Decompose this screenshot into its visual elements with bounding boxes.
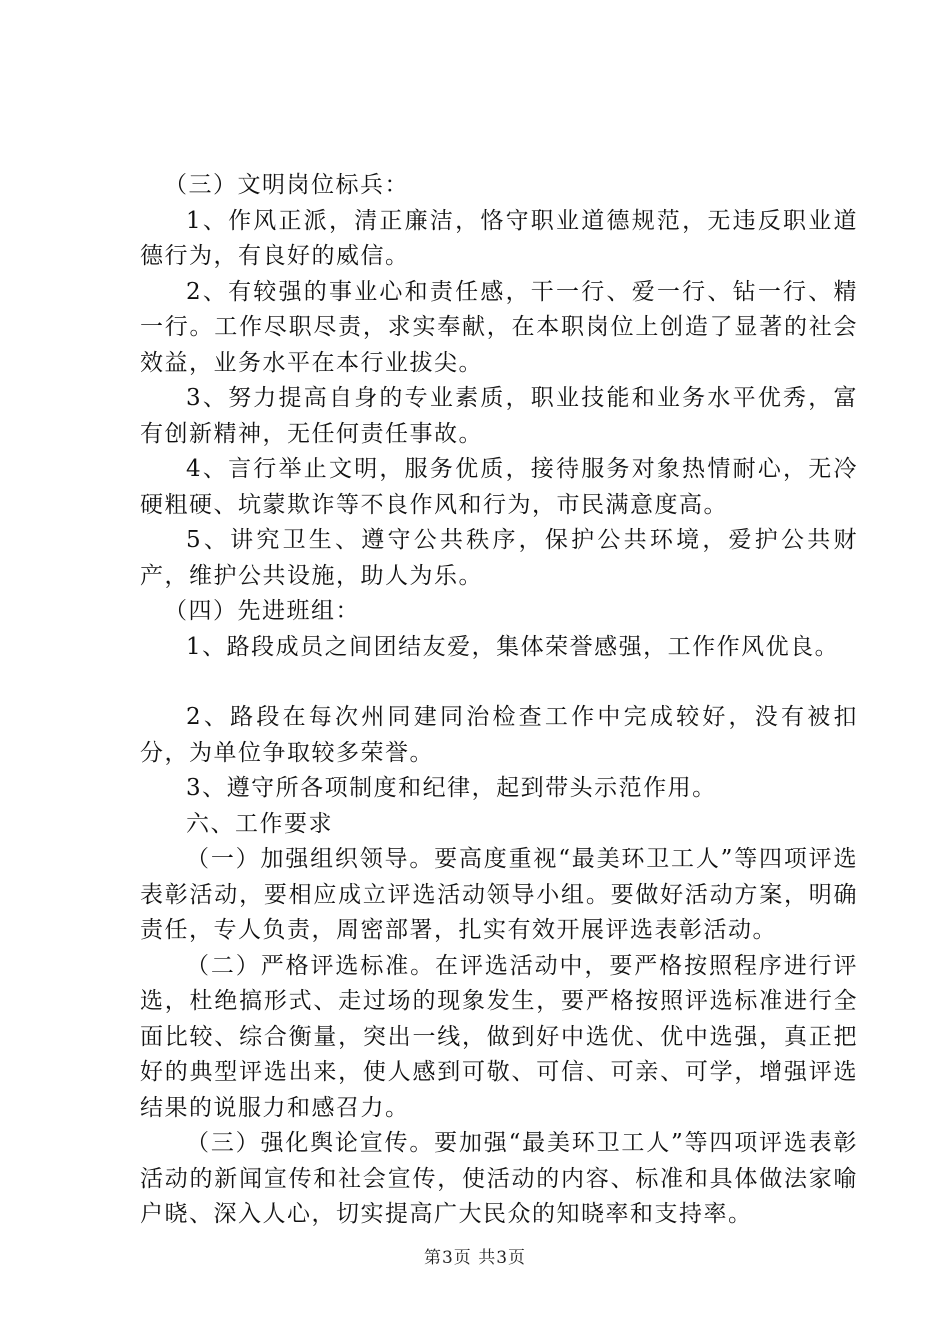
paragraph-spacer <box>140 665 858 700</box>
section-heading: （三）文明岗位标兵： <box>164 172 409 198</box>
body-paragraph: （三）强化舆论宣传。要加强“最美环卫工人”等四项评选表彰活动的新闻宣传和社会宣传，使活动的内容、标准和具体做法家喻户晓、深入人心，切实提高广大民众的知晓率和支持率。 <box>140 1130 858 1227</box>
body-paragraph: （二）严格评选标准。在评选活动中，要严格按照程序进行评选，杜绝搞形式、走过场的现象发生，要严格按照评选标准进行全面比较、综合衡量，突出一线，做到好中选优、优中选强，真正把好的典型评选出来，使人感到可敬、可信、可亲、可学，增强评选结果的说服力和感召力。 <box>140 952 858 1121</box>
list-item: 4、言行举止文明，服务优质，接待服务对象热情耐心，无冷硬粗硬、坑蒙欺诈等不良作风和行为，市民满意度高。 <box>140 456 858 518</box>
list-item: 1、路段成员之间团结友爱，集体荣誉感强，工作作风优良。 <box>186 633 840 660</box>
page-number-footer: 第3页 共3页 <box>423 1248 527 1268</box>
section-heading: 六、工作要求 <box>186 810 333 837</box>
list-item: 5、讲究卫生、遵守公共秩序，保护公共环境，爱护公共财产，维护公共设施，助人为乐。 <box>140 527 858 589</box>
list-item: 3、努力提高自身的专业素质，职业技能和业务水平优秀，富有创新精神，无任何责任事故。 <box>140 385 858 447</box>
list-item: 2、路段在每次州同建同治检查工作中完成较好，没有被扣分，为单位争取较多荣誉。 <box>140 704 858 766</box>
body-paragraph: （一）加强组织领导。要高度重视“最美环卫工人”等四项评选表彰活动，要相应成立评选活动领导小组。要做好活动方案，明确责任，专人负责，周密部署，扎实有效开展评选表彰活动。 <box>140 846 858 943</box>
list-item: 2、有较强的事业心和责任感，干一行、爱一行、钻一行、精一行。工作尽职尽责，求实奉献，在本职岗位上创造了显著的社会效益，业务水平在本行业拔尖。 <box>140 278 858 376</box>
list-item: 1、作风正派，清正廉洁，恪守职业道德规范，无违反职业道德行为，有良好的威信。 <box>140 207 858 269</box>
list-item: 3、遵守所各项制度和纪律，起到带头示范作用。 <box>186 775 717 801</box>
section-heading: （四）先进班组： <box>164 598 360 624</box>
document-body <box>140 168 858 1233</box>
